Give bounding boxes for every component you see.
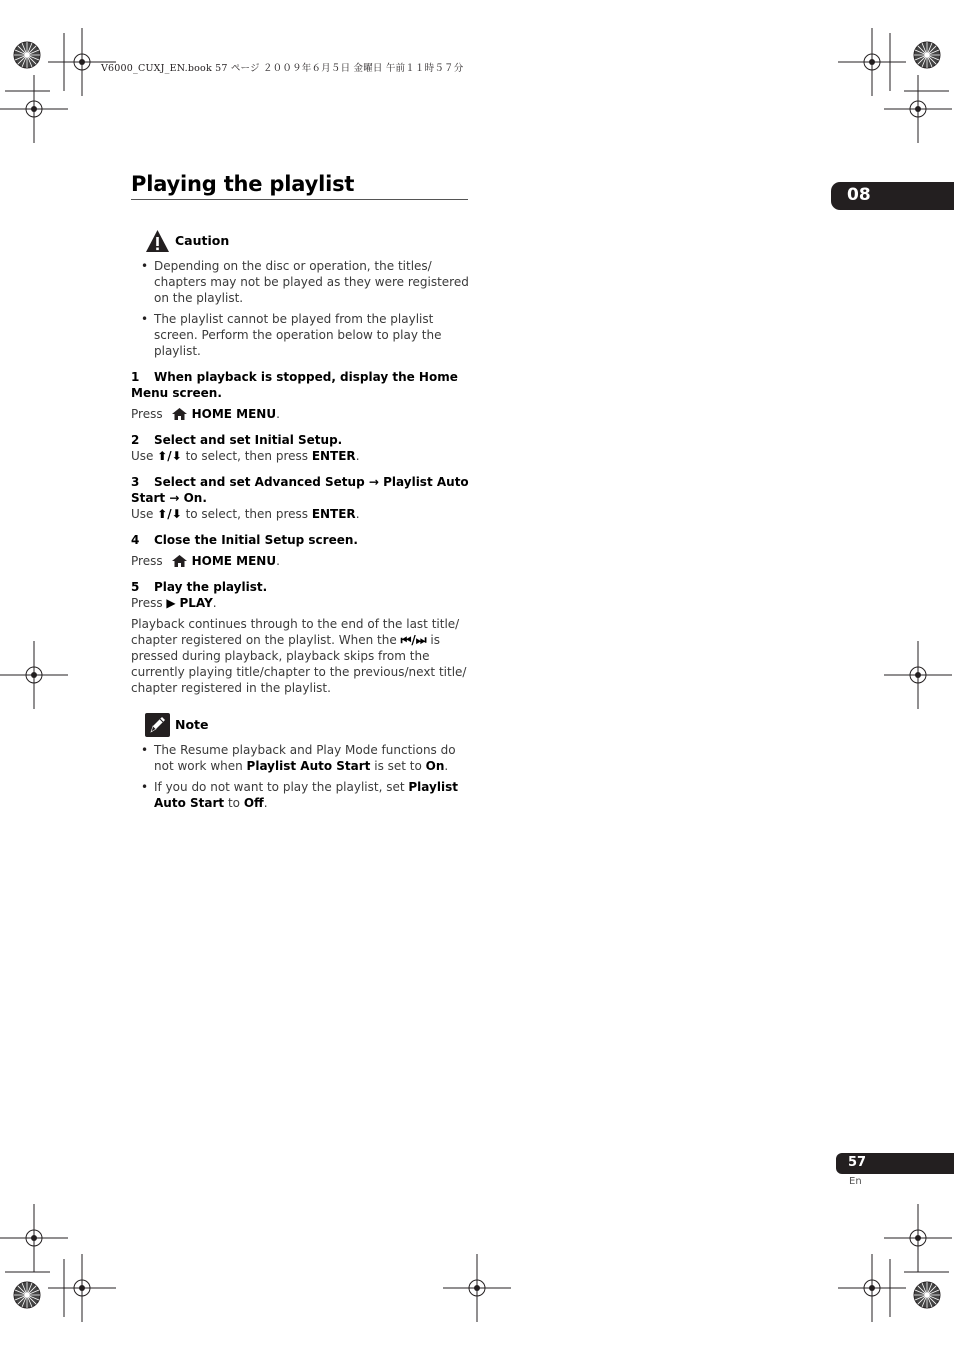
step-2-heading: 2 Select and set Initial Setup. [131,433,343,447]
registration-star-bottom-right [914,1282,940,1308]
skip-icon: ⏮/⏭ [400,633,427,647]
caution-label: Caution [175,233,230,248]
page-number: 57 [848,1155,867,1170]
home-icon [171,554,188,568]
caution-list [131,258,471,359]
step-3-instruction: Use ⬆/⬇ to select, then press ENTER. [131,507,360,521]
play-icon: ▶ [166,596,176,610]
step-5-body: Playback continues through to the end of the last title/ chapter registered on the playlist. When the ⏮/⏭ is pressed during playback, playback skips from the currently playing title/chapter to the previous/next title/ chapter registered in the playlist. [131,617,467,695]
caution-heading [145,228,471,254]
step-4-heading: 4 Close the Initial Setup screen. [131,533,358,547]
language-code: En [849,1176,862,1187]
note-heading [145,712,471,738]
registration-star-bottom-left [14,1282,40,1308]
step-5-heading: 5 Play the playlist. [131,580,268,594]
step-5-instruction: Press ▶ PLAY. [131,596,217,610]
home-icon [171,407,188,421]
page-number-tab [836,1153,954,1174]
note-list [131,742,471,811]
caution-item: • The playlist cannot be played from the playlist screen. Perform the operation below to play the playlist. [131,311,471,359]
step-1-instruction: Press HOME MENU. [131,407,280,421]
step-1-heading: 1 When playback is stopped, display the Home Menu screen. [131,370,458,400]
pencil-note-icon [145,713,170,737]
step-4-instruction: Press HOME MENU. [131,554,280,568]
note-label: Note [175,717,209,732]
chapter-number: 08 [847,185,871,205]
note-item: • If you do not want to play the playlist, set Playlist Auto Start to Off. [131,779,471,811]
content-column [131,228,471,816]
up-down-arrows-icon: ⬆/⬇ [157,507,182,521]
step-3-heading: 3 Select and set Advanced Setup → Playlist Auto Start → On. [131,475,469,505]
step-2-instruction: Use ⬆/⬇ to select, then press ENTER. [131,449,360,463]
caution-item: • Depending on the disc or operation, the titles/ chapters may not be played as they were registered on the playlist. [131,258,471,306]
right-arrow-icon: → [368,475,379,489]
note-item: • The Resume playback and Play Mode functions do not work when Playlist Auto Start is set to On. [131,742,471,774]
chapter-tab [831,182,954,210]
page-title: Playing the playlist [131,172,468,200]
warning-triangle-icon [145,229,170,253]
registration-star-top-right [914,42,940,68]
registration-star-top-left [14,42,40,68]
file-info-header: V6000_CUXJ_EN.book 57 ページ ２００９年６月５日 金曜日 午前１１時５７分 [101,63,464,74]
up-down-arrows-icon: ⬆/⬇ [157,449,182,463]
